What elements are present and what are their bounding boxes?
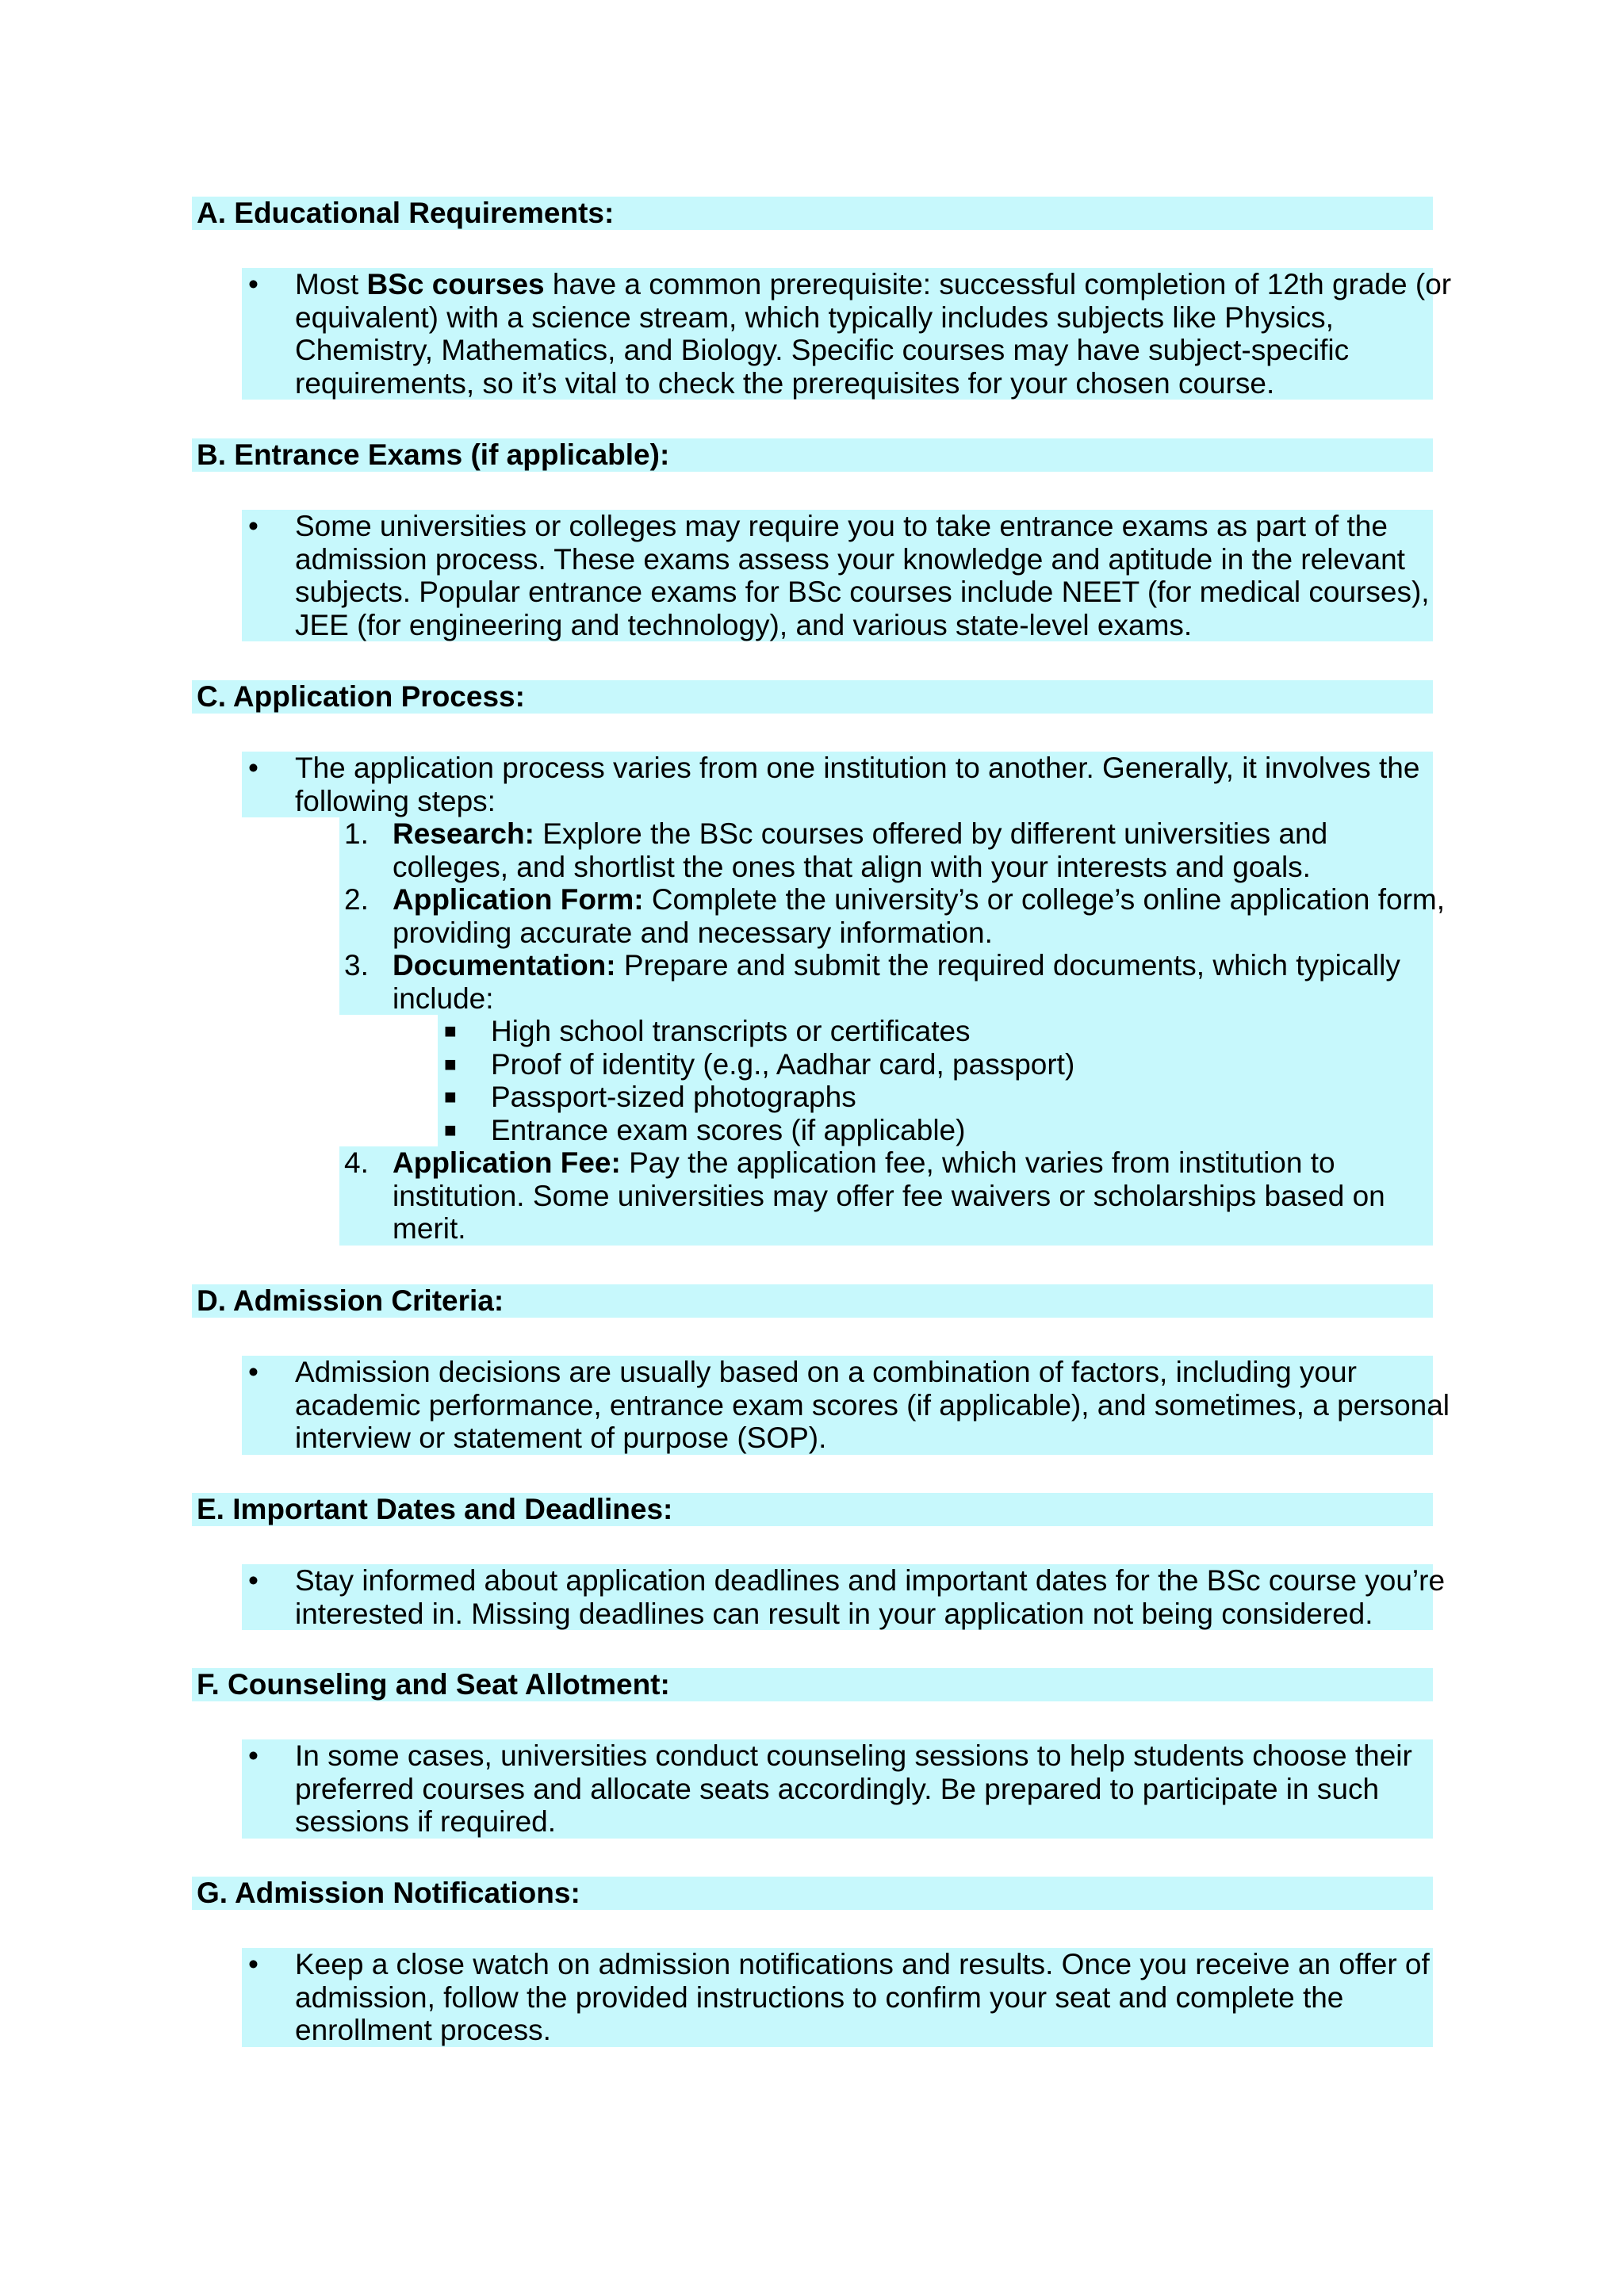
bullet-icon: • [248,510,259,542]
section-f-bullet: • In some cases, universities conduct counseling sessions to help students choose their preferred courses and allocate seats accordingly. Be prepared to participate in such sessions if required. [242,1739,1433,1839]
step-research: 1. Research: Explore the BSc courses offered by different universities and colleges, and shortlist the ones that align with your interests and goals. [339,817,1433,883]
section-e-bullet: • Stay informed about application deadlines and important dates for the BSc course you’re interested in. Missing deadlines can result in your application not being considered. [242,1564,1433,1630]
bullet-icon: • [248,1564,259,1597]
bullet-icon: • [248,752,259,784]
section-heading-b: B. Entrance Exams (if applicable): [192,438,1433,472]
bullet-icon: • [248,1739,259,1772]
step-application-form: 2. Application Form: Complete the university’s or college’s online application form, providing accurate and necessary information. [339,883,1433,949]
square-bullet-icon: ■ [444,1085,457,1108]
step-application-fee: 4. Application Fee: Pay the application fee, which varies from institution to institution. Some universities may offer fee waivers or scholarships based on merit. [339,1146,1433,1246]
section-c-bullet: • The application process varies from one institution to another. Generally, it involves the following steps: [242,752,1433,817]
section-heading-a: A. Educational Requirements: [192,197,1433,230]
step-documentation: 3. Documentation: Prepare and submit the required documents, which typically include: [339,949,1433,1015]
bullet-icon: • [248,268,259,300]
bullet-icon: • [248,1356,259,1388]
section-heading-c: C. Application Process: [192,680,1433,714]
document-item: ■ Proof of identity (e.g., Aadhar card, passport) [438,1048,1433,1081]
section-d-bullet: • Admission decisions are usually based on a combination of factors, including your academic performance, entrance exam scores (if applicable), and sometimes, a personal interview or statement of purpose (SOP). [242,1356,1433,1455]
square-bullet-icon: ■ [444,1117,457,1142]
section-a-bullet: • Most BSc courses have a common prerequisite: successful completion of 12th grade (or equivalent) with a science stream, which typically includes subjects like Physics, Chemistry, Mathematics, and Biology. Specific courses may have subject-specific requirements, so it’s vital to check the prerequisites for your chosen course. [242,268,1433,400]
document-item: ■ Passport-sized photographs [438,1081,1433,1114]
section-heading-d: D. Admission Criteria: [192,1284,1433,1318]
square-bullet-icon: ■ [444,1051,457,1076]
bullet-icon: • [248,1948,259,1980]
section-heading-e: E. Important Dates and Deadlines: [192,1493,1433,1526]
section-heading-f: F. Counseling and Seat Allotment: [192,1668,1433,1701]
square-bullet-icon: ■ [444,1019,457,1043]
document-item: ■ Entrance exam scores (if applicable) [438,1114,1433,1147]
document-item: ■ High school transcripts or certificates [438,1015,1433,1048]
section-g-bullet: • Keep a close watch on admission notifications and results. Once you receive an offer of admission, follow the provided instructions to confirm your seat and complete the enrollment process. [242,1948,1433,2047]
section-heading-g: G. Admission Notifications: [192,1877,1433,1910]
section-b-bullet: • Some universities or colleges may require you to take entrance exams as part of the admission process. These exams assess your knowledge and aptitude in the relevant subjects. Popular entrance exams for BSc courses include NEET (for medical courses), JEE (for engineering and technology), and various state-level exams. [242,510,1433,641]
